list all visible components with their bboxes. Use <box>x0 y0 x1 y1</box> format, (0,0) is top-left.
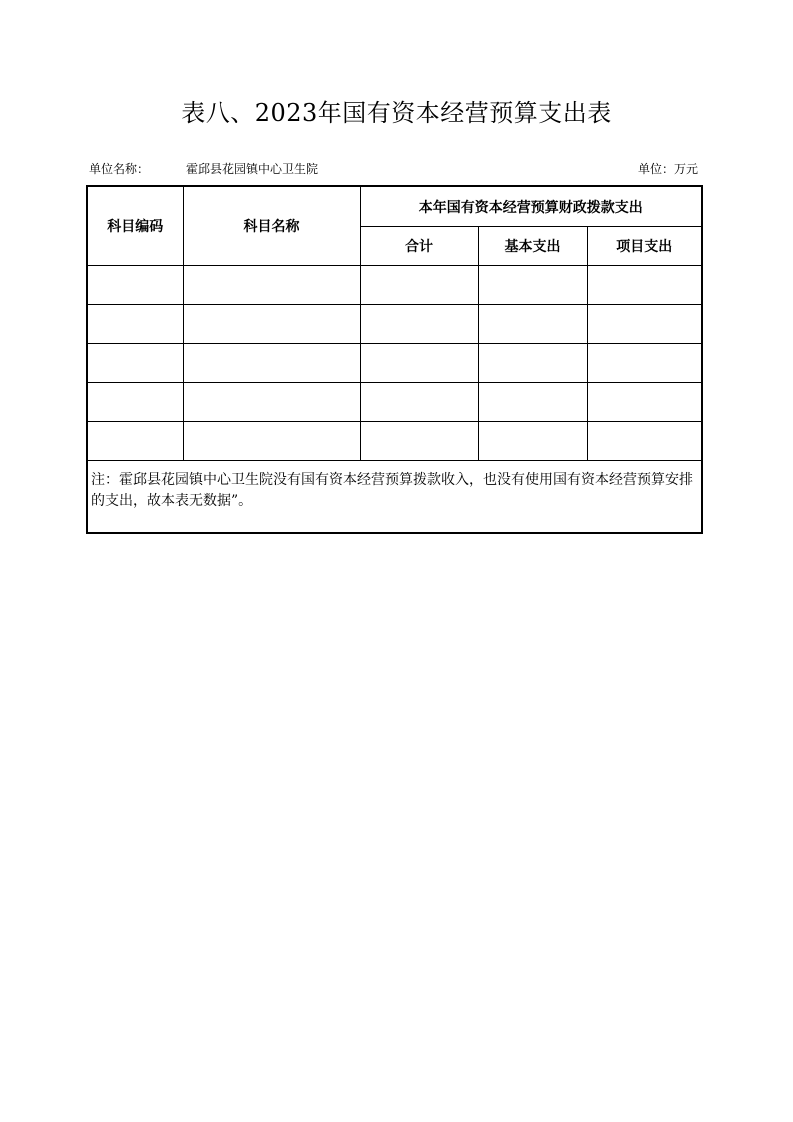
table-cell <box>478 266 587 305</box>
header-subject-name: 科目名称 <box>183 186 360 266</box>
table-cell <box>587 422 702 461</box>
header-project-expenditure: 项目支出 <box>587 227 702 266</box>
table-cell <box>360 383 478 422</box>
header-subject-code: 科目编码 <box>87 186 183 266</box>
table-cell <box>87 422 183 461</box>
table-note: 注：霍邱县花园镇中心卫生院没有国有资本经营预算拨款收入，也没有使用国有资本经营预算安排的支出，故本表无数据”。 <box>87 461 702 534</box>
table-cell <box>478 344 587 383</box>
table-cell <box>360 305 478 344</box>
table-cell <box>183 266 360 305</box>
table-row <box>87 344 702 383</box>
table-cell <box>87 266 183 305</box>
table-cell <box>360 422 478 461</box>
currency-unit: 单位：万元 <box>637 162 698 176</box>
table-cell <box>183 305 360 344</box>
table-cell <box>360 266 478 305</box>
table-cell <box>87 344 183 383</box>
header-group-expenditure: 本年国有资本经营预算财政拨款支出 <box>360 186 702 227</box>
header-basic-expenditure: 基本支出 <box>478 227 587 266</box>
table-row <box>87 266 702 305</box>
table-row <box>87 305 702 344</box>
table-cell <box>360 344 478 383</box>
page-title: 表八、2023年国有资本经营预算支出表 <box>181 99 612 127</box>
header-total: 合计 <box>360 227 478 266</box>
table-cell <box>478 422 587 461</box>
table-cell <box>87 383 183 422</box>
table-cell <box>587 305 702 344</box>
table-cell <box>587 266 702 305</box>
budget-table <box>86 185 703 534</box>
unit-name-label: 单位名称： <box>89 162 150 176</box>
table-cell <box>587 344 702 383</box>
table-cell <box>587 383 702 422</box>
table-row <box>87 422 702 461</box>
table-cell <box>478 383 587 422</box>
table-cell <box>478 305 587 344</box>
table-cell <box>183 383 360 422</box>
table-cell <box>183 344 360 383</box>
table-cell <box>87 305 183 344</box>
table-cell <box>183 422 360 461</box>
unit-name-value: 霍邱县花园镇中心卫生院 <box>186 162 319 176</box>
table-row <box>87 383 702 422</box>
